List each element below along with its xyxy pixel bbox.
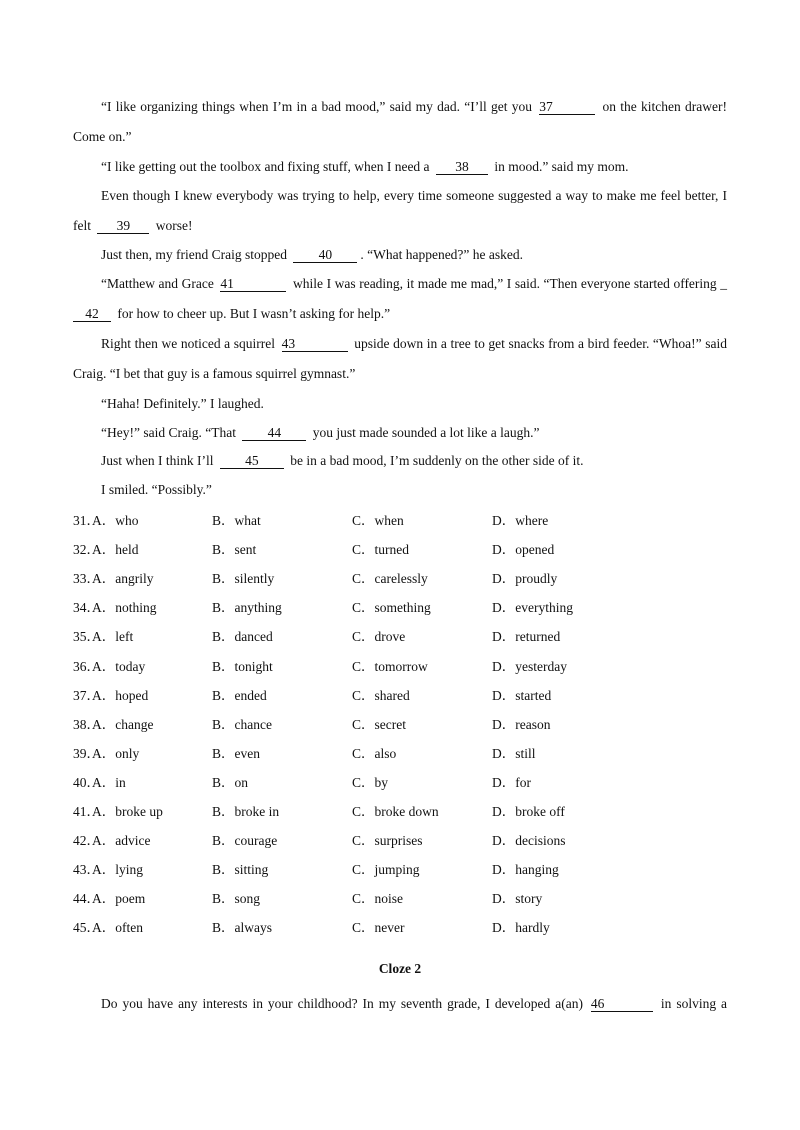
option-c: C．surprises xyxy=(352,833,423,849)
option-d: D．still xyxy=(492,745,536,761)
question-row xyxy=(73,858,727,878)
option-a: A．left xyxy=(92,629,134,645)
question-number: 45． xyxy=(73,920,100,936)
blank-46: 46 xyxy=(591,996,653,1012)
option-d: D．hanging xyxy=(492,862,559,878)
option-d: D．opened xyxy=(492,542,555,558)
option-b: B．ended xyxy=(212,687,267,703)
paragraph-hey: “Hey!” said Craig. “That 44 you just made sounded a lot like a laugh.” xyxy=(101,425,540,440)
paragraph-smiled: I smiled. “Possibly.” xyxy=(101,482,212,497)
blank-40: 40 xyxy=(293,247,357,263)
option-a: A．advice xyxy=(92,833,151,849)
option-d: D．returned xyxy=(492,629,561,645)
question-number: 42． xyxy=(73,833,100,849)
question-row xyxy=(73,713,727,733)
question-number: 33． xyxy=(73,571,100,587)
question-row xyxy=(73,625,727,645)
option-d: D．for xyxy=(492,774,531,790)
paragraph-mom: “I like getting out the toolbox and fixing stuff, when I need a 38 in mood.” said my mom. xyxy=(101,159,629,174)
question-row xyxy=(73,887,727,907)
question-number: 36． xyxy=(73,658,100,674)
option-b: B．always xyxy=(212,920,272,936)
option-c: C．broke down xyxy=(352,804,439,819)
option-b: B．silently xyxy=(212,571,275,587)
option-a: A．hoped xyxy=(92,687,149,703)
option-d: D．decisions xyxy=(492,833,566,849)
question-row xyxy=(73,509,727,529)
question-number: 40． xyxy=(73,774,100,790)
option-a: A．angrily xyxy=(92,571,154,587)
paragraph-just-when: Just when I think I’ll 45 be in a bad mood, I’m suddenly on the other side of it. xyxy=(101,453,584,468)
paragraph-even-though-cont: felt 39 worse! xyxy=(73,218,193,233)
question-number: 34． xyxy=(73,600,100,616)
option-c: C．turned xyxy=(352,542,409,558)
option-c: C．jumping xyxy=(352,862,420,878)
paragraph-cloze2-intro: Do you have any interests in your childhood? In my seventh grade, I developed a(an) 46 in solving a xyxy=(101,996,728,1011)
option-d: D．everything xyxy=(492,600,573,616)
blank-37: 37 xyxy=(539,99,595,115)
option-a: A．often xyxy=(92,920,143,936)
option-d: D．story xyxy=(492,891,543,907)
question-number: 31． xyxy=(73,513,100,528)
option-b: B．what xyxy=(212,513,261,528)
question-number: 35． xyxy=(73,629,100,645)
option-a: A．held xyxy=(92,542,139,558)
paragraph-even-though: Even though I knew everybody was trying to help, every time someone suggested a way to make me feel better, I xyxy=(101,188,727,203)
option-a: A．in xyxy=(92,774,126,790)
option-d: D．reason xyxy=(492,716,551,732)
option-a: A．broke up xyxy=(92,804,163,819)
option-c: C．carelessly xyxy=(352,571,428,587)
question-number: 43． xyxy=(73,862,100,878)
option-d: D．broke off xyxy=(492,804,565,819)
option-d: D．yesterday xyxy=(492,658,567,674)
option-c: C．never xyxy=(352,920,405,936)
option-a: A．nothing xyxy=(92,600,157,616)
option-c: C．secret xyxy=(352,716,406,732)
option-a: A．poem xyxy=(92,891,146,907)
question-number: 38． xyxy=(73,716,100,732)
option-d: D．started xyxy=(492,687,552,703)
option-b: B．tonight xyxy=(212,658,273,674)
option-c: C．by xyxy=(352,774,389,790)
option-b: B．song xyxy=(212,891,261,907)
question-row xyxy=(73,596,727,616)
option-c: C．drove xyxy=(352,629,406,645)
question-number: 39． xyxy=(73,745,100,761)
question-number: 37． xyxy=(73,687,100,703)
question-row xyxy=(73,684,727,704)
question-row xyxy=(73,800,727,820)
option-d: D．where xyxy=(492,513,549,528)
paragraph-squirrel: Right then we noticed a squirrel 43 upside down in a tree to get snacks from a bird feeder. “Whoa!” said xyxy=(101,336,728,351)
option-c: C．shared xyxy=(352,687,410,703)
option-b: B．chance xyxy=(212,716,272,732)
option-b: B．sitting xyxy=(212,862,269,878)
question-number: 32． xyxy=(73,542,100,558)
option-b: B．even xyxy=(212,745,260,761)
option-c: C．something xyxy=(352,600,431,616)
option-a: A．lying xyxy=(92,862,144,878)
option-a: A．change xyxy=(92,716,154,732)
option-b: B．danced xyxy=(212,629,273,645)
option-c: C．tomorrow xyxy=(352,658,428,674)
option-b: B．sent xyxy=(212,542,257,558)
paragraph-laughed: “Haha! Definitely.” I laughed. xyxy=(101,396,264,411)
option-a: A．only xyxy=(92,745,140,761)
option-b: B．anything xyxy=(212,600,282,616)
option-c: C．when xyxy=(352,513,404,528)
question-row xyxy=(73,567,727,587)
paragraph-squirrel-cont: Craig. “I bet that guy is a famous squirrel gymnast.” xyxy=(73,366,356,381)
option-c: C．also xyxy=(352,745,397,761)
question-row xyxy=(73,916,727,936)
option-b: B．on xyxy=(212,774,249,790)
question-row xyxy=(73,742,727,762)
question-row xyxy=(73,655,727,675)
question-row xyxy=(73,771,727,791)
paragraph-matthew-grace-cont: 42 for how to cheer up. But I wasn’t asking for help.” xyxy=(73,299,727,328)
question-number: 41． xyxy=(73,804,100,819)
option-d: D．proudly xyxy=(492,571,558,587)
paragraph-dad: “I like organizing things when I’m in a bad mood,” said my dad. “I’ll get you 37 on the kitchen drawer! xyxy=(101,99,728,114)
blank-39: 39 xyxy=(97,218,149,234)
option-b: B．broke in xyxy=(212,804,280,819)
blank-44: 44 xyxy=(242,425,306,441)
paragraph-dad-cont: Come on.” xyxy=(73,129,132,144)
blank-45: 45 xyxy=(220,453,284,469)
option-a: A．today xyxy=(92,658,146,674)
blank-41: 41 xyxy=(220,276,286,292)
paragraph-matthew-grace: “Matthew and Grace 41 while I was reading, it made me mad,” I said. “Then everyone started offering _ xyxy=(101,276,728,291)
question-number: 44． xyxy=(73,891,100,907)
blank-42: 42 xyxy=(73,306,111,322)
option-c: C．noise xyxy=(352,891,404,907)
option-d: D．hardly xyxy=(492,920,550,936)
section-title: Cloze 2 xyxy=(378,961,422,976)
blank-43: 43 xyxy=(282,336,348,352)
option-a: A．who xyxy=(92,513,139,528)
blank-38: 38 xyxy=(436,159,488,175)
question-row xyxy=(73,538,727,558)
question-row xyxy=(73,829,727,849)
option-b: B．courage xyxy=(212,833,278,849)
paragraph-craig-stopped: Just then, my friend Craig stopped 40 . “What happened?” he asked. xyxy=(101,247,524,262)
